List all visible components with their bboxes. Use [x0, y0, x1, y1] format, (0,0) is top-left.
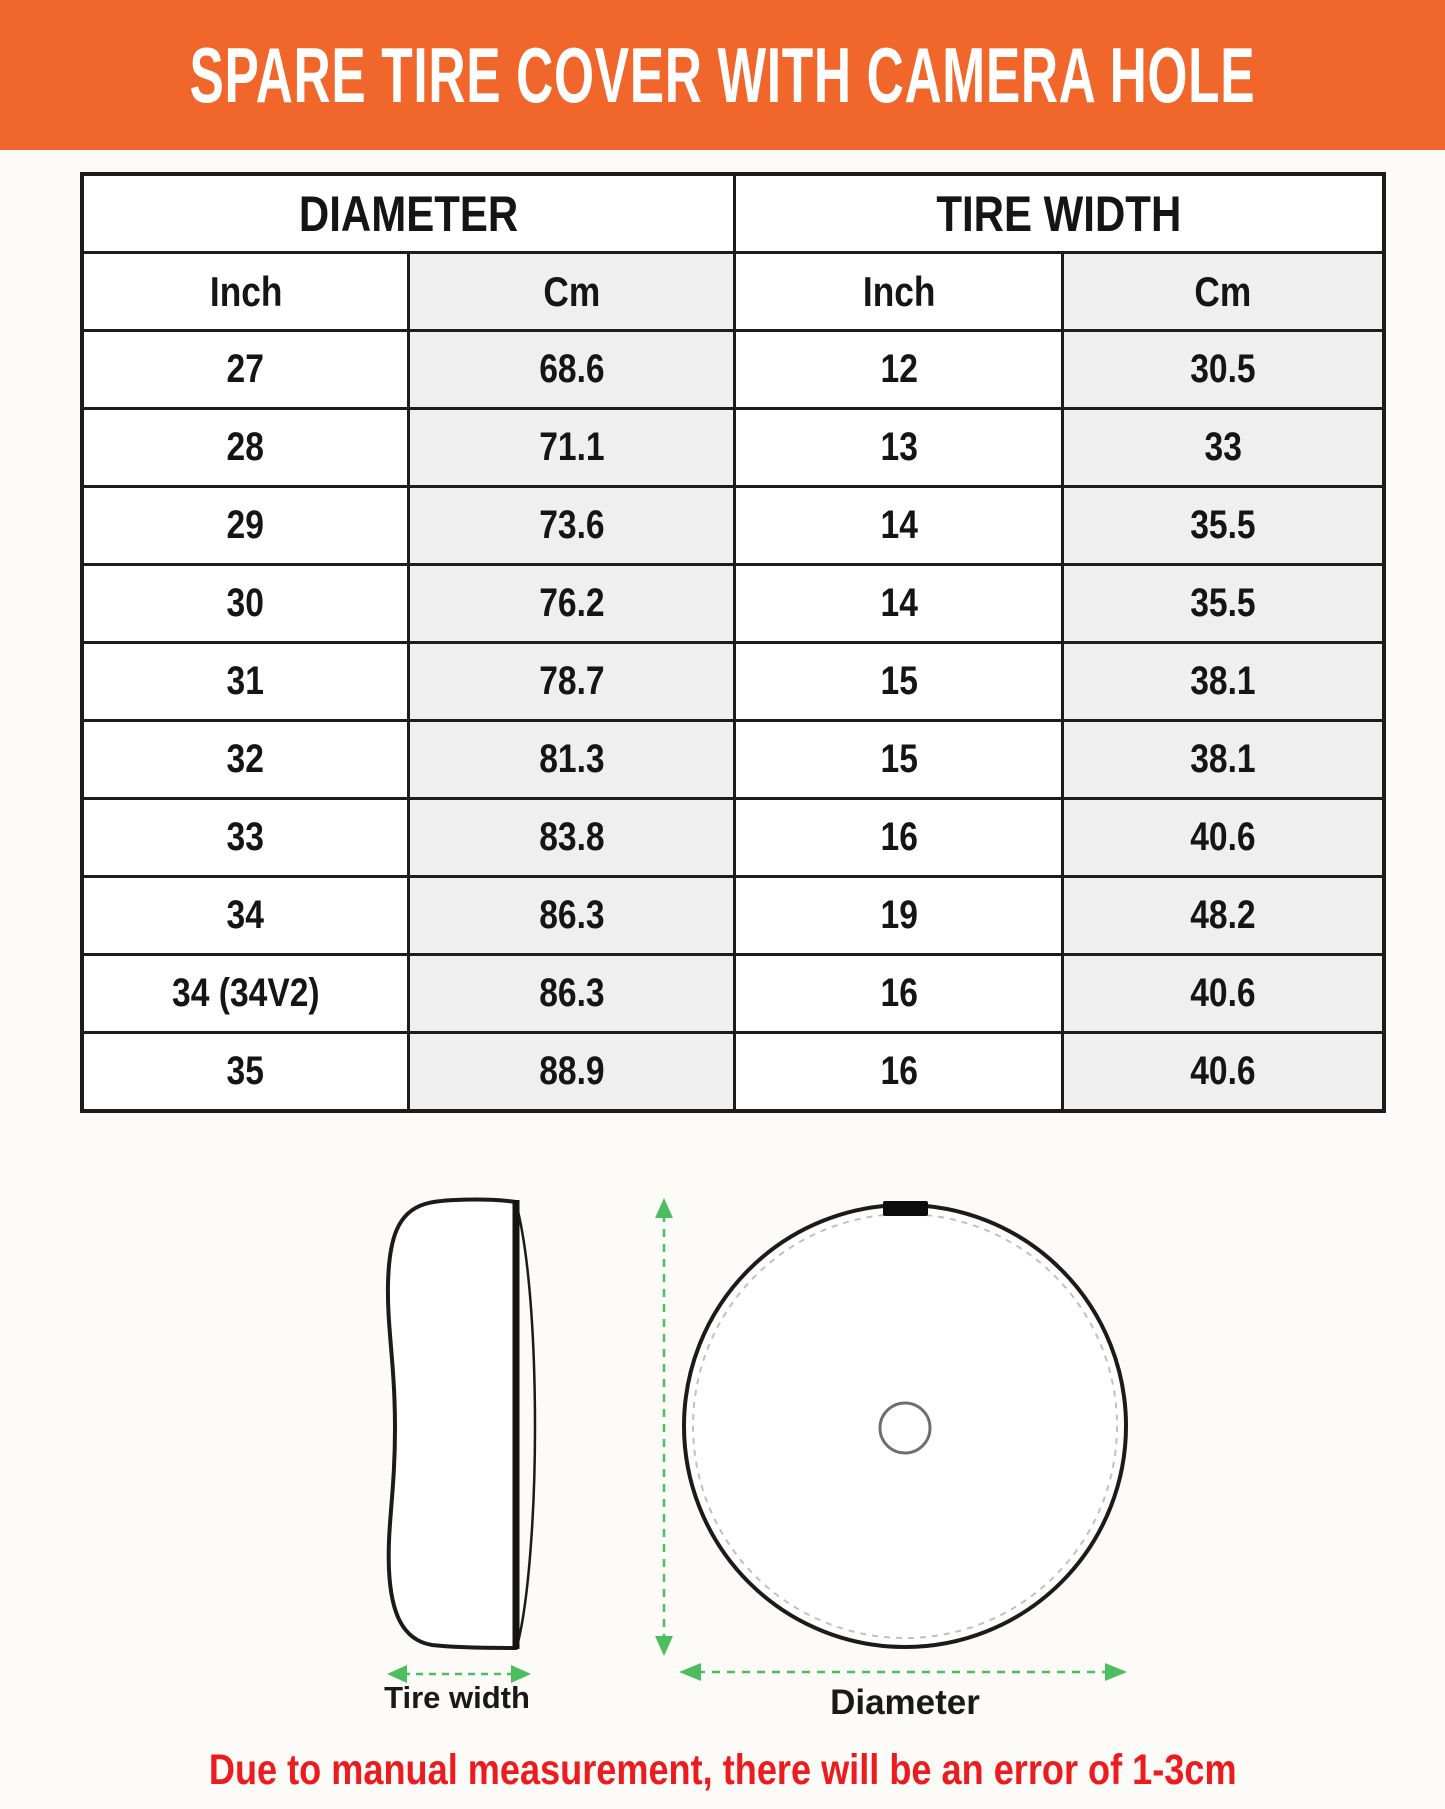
table-cell: 40.6: [1063, 1033, 1384, 1112]
table-cell: 76.2: [409, 565, 735, 643]
table-cell: 30.5: [1063, 331, 1384, 409]
table-cell: 32: [82, 721, 409, 799]
tire-side-view: [378, 1196, 553, 1656]
top-tag: [883, 1201, 928, 1216]
table-cell: 83.8: [409, 799, 735, 877]
size-table: [80, 172, 1386, 1113]
table-cell: 30: [82, 565, 409, 643]
tire-width-group-header: TIRE WIDTH: [735, 174, 1384, 253]
table-cell: 81.3: [409, 721, 735, 799]
table-cell: 14: [735, 487, 1063, 565]
table-row: [82, 331, 1384, 409]
tire-front-view: [677, 1200, 1133, 1652]
table-cell: 86.3: [409, 877, 735, 955]
diameter-group-header: DIAMETER: [82, 174, 735, 253]
table-cell: 40.6: [1063, 799, 1384, 877]
table-row: [82, 565, 1384, 643]
tire-width-label: Tire width: [384, 1680, 530, 1715]
table-cell: 34: [82, 877, 409, 955]
table-row: [82, 409, 1384, 487]
diameter-inch-header: Inch: [82, 253, 409, 331]
table-group-header-row: [82, 174, 1384, 253]
table-cell: 86.3: [409, 955, 735, 1033]
vertical-diameter-arrow-icon: [648, 1198, 680, 1656]
table-cell: 14: [735, 565, 1063, 643]
table-cell: 38.1: [1063, 721, 1384, 799]
table-cell: 48.2: [1063, 877, 1384, 955]
table-cell: 35.5: [1063, 487, 1384, 565]
table-cell: 78.7: [409, 643, 735, 721]
measurement-error-note: Due to manual measurement, there will be an error of 1-3cm: [208, 1746, 1237, 1794]
tire-width-cm-header: Cm: [1063, 253, 1384, 331]
table-cell: 34 (34V2): [82, 955, 409, 1033]
table-cell: 16: [735, 799, 1063, 877]
table-cell: 27: [82, 331, 409, 409]
table-row: [82, 1033, 1384, 1112]
tire-width-inch-header: Inch: [735, 253, 1063, 331]
table-cell: 35: [82, 1033, 409, 1112]
table-cell: 35.5: [1063, 565, 1384, 643]
diameter-label: Diameter: [830, 1683, 980, 1722]
table-row: [82, 721, 1384, 799]
diameter-arrow-icon: [677, 1658, 1129, 1686]
table-cell: 16: [735, 1033, 1063, 1112]
table-row: [82, 799, 1384, 877]
diameter-cm-header: Cm: [409, 253, 735, 331]
camera-hole: [880, 1403, 930, 1453]
table-row: [82, 955, 1384, 1033]
table-row: [82, 487, 1384, 565]
table-cell: 33: [1063, 409, 1384, 487]
table-cell: 71.1: [409, 409, 735, 487]
table-cell: 12: [735, 331, 1063, 409]
table-subheader-row: [82, 253, 1384, 331]
banner: [0, 0, 1445, 150]
table-cell: 33: [82, 799, 409, 877]
table-cell: 68.6: [409, 331, 735, 409]
table-row: [82, 877, 1384, 955]
page-title: SPARE TIRE COVER WITH CAMERA HOLE: [189, 30, 1256, 119]
table-cell: 88.9: [409, 1033, 735, 1112]
table-cell: 28: [82, 409, 409, 487]
table-cell: 38.1: [1063, 643, 1384, 721]
table-cell: 31: [82, 643, 409, 721]
tire-side-outline: [388, 1200, 516, 1648]
table-cell: 15: [735, 721, 1063, 799]
table-cell: 16: [735, 955, 1063, 1033]
table-cell: 15: [735, 643, 1063, 721]
table-cell: 40.6: [1063, 955, 1384, 1033]
table-cell: 19: [735, 877, 1063, 955]
table-row: [82, 643, 1384, 721]
table-cell: 29: [82, 487, 409, 565]
table-cell: 13: [735, 409, 1063, 487]
table-cell: 73.6: [409, 487, 735, 565]
